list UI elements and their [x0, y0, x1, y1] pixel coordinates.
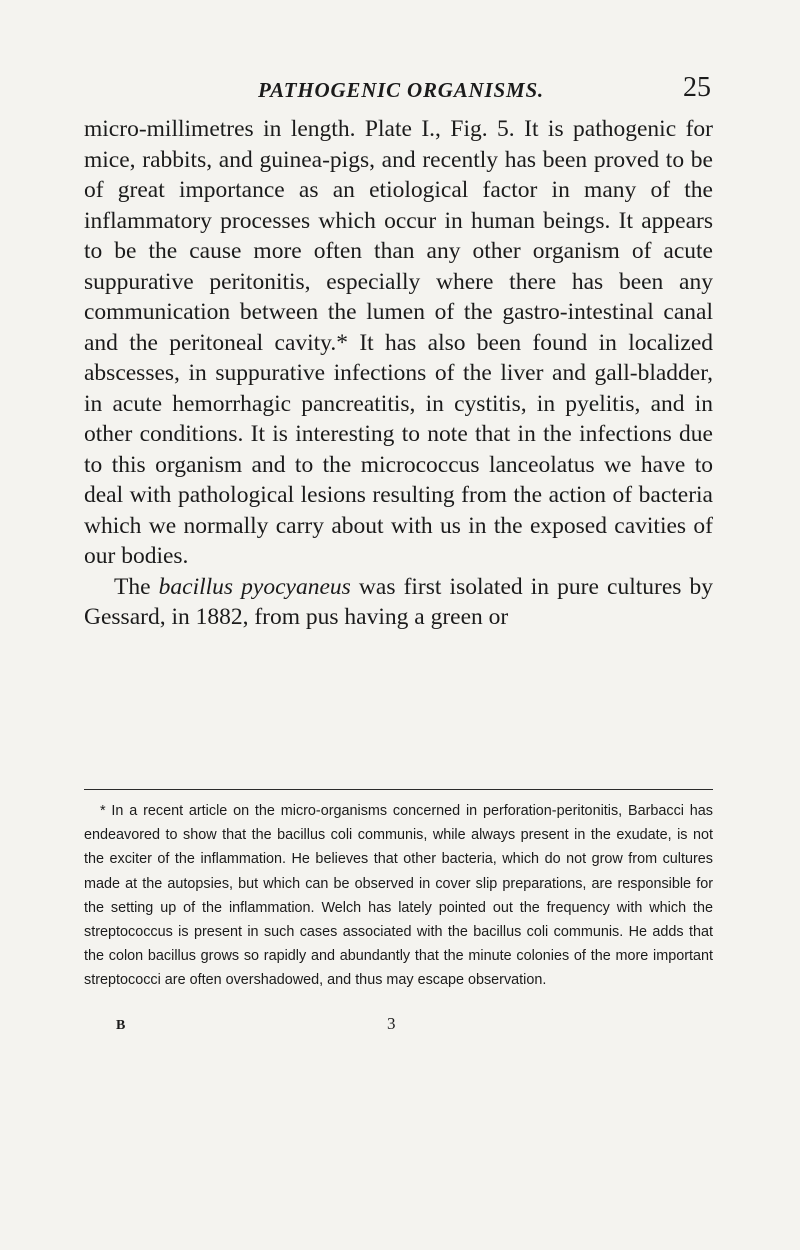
footnote-divider — [84, 789, 713, 790]
main-text — [84, 114, 713, 633]
species-name: bacillus pyocyaneus — [158, 573, 351, 600]
footnote: * In a recent article on the micro-organisms concerned in perforation-peritonitis, Barbacci has endeavored to show that the bacillus coli communis, while always present in the exudate, is not the exciter of the inflammation. He believes that other bacteria, which do not grow from cultures made at the autopsies, but which can be observed in cover slip preparations, are responsible for the setting up of the inflammation. Welch has lately pointed out the frequency with which the streptococcus is present in such cases associated with the bacillus coli communis. He adds that the colon bacillus grows so rapidly and abundantly that the minute colonies of the more important streptococci are often overshadowed, and thus may escape observation. — [84, 803, 713, 989]
paragraph: micro-millimetres in length. Plate I., Fig. 5. It is pathogenic for mice, rabbits, and guinea-pigs, and recently has been proved to be of great importance as an etiological factor in many of the inflammatory processes which occur in human beings. It appears to be the cause more often than any other organism of acute suppurative peritonitis, especially where there has been any communication between the lumen of the gastro-intestinal canal and the peritoneal cavity.* It has also been found in localized abscesses, in suppurative infections of the liver and gall-bladder, in acute hemorrhagic pancreatitis, in cystitis, in pyelitis, and in other conditions. It is interesting to note that in the infections due to this organism and to the micrococcus lanceolatus we have to deal with pathological lesions resulting from the action of bacteria which we normally carry about with us in the exposed cavities of our bodies. — [84, 116, 713, 569]
sheet-number: 3 — [387, 1014, 396, 1033]
signature-mark: B — [116, 1018, 126, 1033]
running-head: PATHOGENIC ORGANISMS. — [258, 78, 544, 102]
paragraph — [84, 572, 713, 633]
page-number: 25 — [683, 72, 711, 103]
paragraph-rest: was first isolated in pure cultures by Gessard, in 1882, from pus having a green or — [84, 573, 714, 630]
paragraph-lead: The — [114, 573, 159, 600]
